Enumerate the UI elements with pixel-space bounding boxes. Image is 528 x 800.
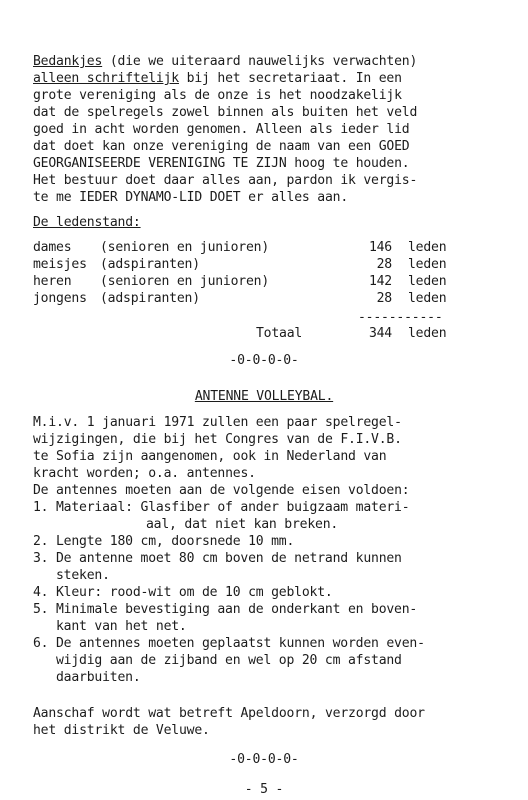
total-count: 344: [368, 326, 392, 341]
members-heading: De ledenstand:: [33, 215, 141, 230]
list-text: De antenne moet 80 cm boven de netrand kunnen: [56, 551, 402, 566]
list-number: 3.: [33, 551, 49, 566]
member-desc: (senioren en junioren): [100, 240, 270, 255]
total-unit: leden: [408, 326, 447, 341]
intro-line-8: Het bestuur doet daar alles aan, pardon ik vergis-: [33, 173, 418, 188]
total-rule: -----------: [358, 310, 443, 325]
antenna-line-4: kracht worden; o.a. antennes.: [33, 466, 256, 481]
member-group: heren: [33, 274, 72, 289]
member-unit: leden: [408, 291, 447, 306]
total-label: Totaal: [256, 326, 303, 341]
intro-line-2-rest: bij het secretariaat. In een: [178, 71, 402, 86]
bedankjes-word: Bedankjes: [33, 54, 103, 69]
member-group: meisjes: [33, 257, 87, 272]
list-text: Lengte 180 cm, doorsnede 10 mm.: [56, 534, 295, 549]
separator: -0-0-0-0-: [229, 353, 299, 368]
member-count: 28: [376, 291, 392, 306]
intro-line-7: GEORGANISEERDE VERENIGING TE ZIJN hoog te houden.: [33, 156, 410, 171]
list-text: De antennes moeten geplaatst kunnen worden even-: [56, 636, 425, 651]
closing-line-1: Aanschaf wordt wat betreft Apeldoorn, verzorgd door: [33, 706, 425, 721]
list-text: steken.: [56, 568, 110, 583]
antenna-line-2: wijzigingen, die bij het Congres van de F.I.V.B.: [33, 432, 402, 447]
antenna-heading: ANTENNE VOLLEYBAL.: [194, 389, 334, 404]
member-desc: (adspiranten): [100, 257, 200, 272]
list-text: wijdig aan de zijband en wel op 20 cm afstand: [56, 653, 402, 668]
list-text: daarbuiten.: [56, 670, 141, 685]
intro-line-9: te me IEDER DYNAMO-LID DOET er alles aan.: [33, 190, 349, 205]
intro-line-3: grote vereniging als de onze is het noodzakelijk: [33, 88, 402, 103]
list-text: Kleur: rood-wit om de 10 cm geblokt.: [56, 585, 333, 600]
member-group: jongens: [33, 291, 87, 306]
list-number: 6.: [33, 636, 49, 651]
antenna-line-3: te Sofia zijn aangenomen, ook in Nederland van: [33, 449, 387, 464]
schriftelijk-phrase: alleen schriftelijk: [33, 71, 179, 86]
intro-line-2: [33, 70, 402, 87]
list-text: kant van het net.: [56, 619, 187, 634]
list-text: Materiaal: Glasfiber of ander buigzaam materi-: [56, 500, 410, 515]
closing-line-2: het distrikt de Veluwe.: [33, 723, 210, 738]
list-number: 5.: [33, 602, 49, 617]
list-number: 4.: [33, 585, 49, 600]
member-count: 146: [368, 240, 392, 255]
separator: -0-0-0-0-: [229, 752, 299, 767]
intro-line-4: dat de spelregels zowel binnen als buiten het veld: [33, 105, 418, 120]
member-unit: leden: [408, 240, 447, 255]
intro-line-6: dat doet kan onze vereniging de naam van een GOED: [33, 139, 410, 154]
page-number: - 5 -: [244, 782, 284, 797]
member-group: dames: [33, 240, 72, 255]
member-count: 28: [376, 257, 392, 272]
intro-line-1-rest: (die we uiteraard nauwelijks verwachten): [102, 54, 418, 69]
intro-line-5: goed in acht worden genomen. Alleen als ieder lid: [33, 122, 410, 137]
member-desc: (adspiranten): [100, 291, 200, 306]
member-unit: leden: [408, 274, 447, 289]
member-unit: leden: [408, 257, 447, 272]
antenna-line-5: De antennes moeten aan de volgende eisen voldoen:: [33, 483, 410, 498]
member-desc: (senioren en junioren): [100, 274, 270, 289]
list-text: Minimale bevestiging aan de onderkant en boven-: [56, 602, 418, 617]
member-count: 142: [368, 274, 392, 289]
intro-line-1: [33, 53, 417, 70]
antenna-line-1: M.i.v. 1 januari 1971 zullen een paar spelregel-: [33, 415, 402, 430]
list-number: 2.: [33, 534, 49, 549]
list-text: aal, dat niet kan breken.: [146, 517, 339, 532]
list-number: 1.: [33, 500, 49, 515]
